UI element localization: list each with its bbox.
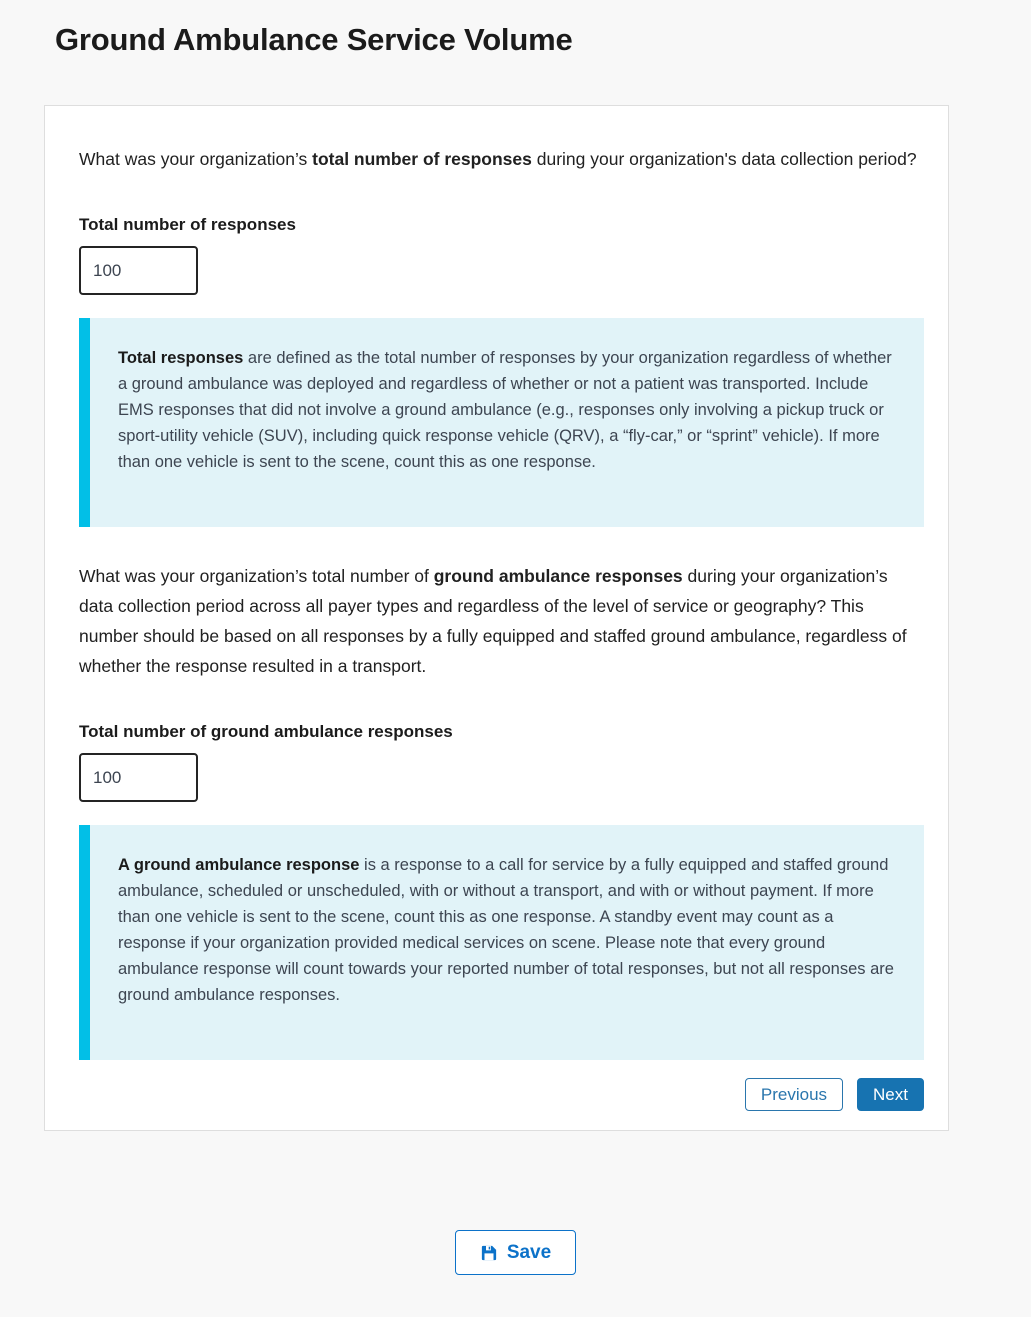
info-box-ground-ambulance-response [79, 825, 924, 1060]
save-button-container [0, 1230, 1031, 1297]
question-text-bold: total number of responses [312, 149, 532, 169]
previous-button[interactable]: Previous [745, 1078, 843, 1111]
question-total-responses [79, 144, 922, 174]
ground-ambulance-responses-input[interactable] [79, 753, 198, 802]
question-ground-ambulance-responses [79, 561, 922, 681]
save-button-label: Save [506, 1241, 552, 1263]
info-box-total-responses [79, 318, 924, 527]
info-definition-text: is a response to a call for service by a fully equipped and staffed ground ambulance, scheduled or unscheduled, with or without a transport, and with or without payment. If more than one vehicle is sent to the scene, count this as one response. A standby event may count as a response if your organization provided medical services on scene. Please note that every ground ambulance response will count towards your reported number of total responses, but not all responses are ground ambulance responses. [118, 856, 894, 1004]
info-term-bold: Total responses [118, 349, 244, 367]
pagination-button-row [79, 1078, 924, 1111]
form-card [44, 105, 949, 1131]
next-button[interactable]: Next [857, 1078, 924, 1111]
info-term-bold: A ground ambulance response [118, 856, 360, 874]
page-title: Ground Ambulance Service Volume [55, 22, 573, 57]
label-total-responses: Total number of responses [79, 215, 296, 234]
question-text-post: during your organization's data collection period? [531, 149, 917, 169]
question-text-pre: What was your organization’s [79, 149, 313, 169]
save-button[interactable] [455, 1230, 576, 1275]
question-text-pre: What was your organization’s total number of [79, 566, 434, 586]
question-text-bold: ground ambulance responses [433, 566, 683, 586]
question-text-post: during your organization’s data collection period across all payer types and regardless of the level of service or geography? This number should be based on all responses by a fully equipped and staffed ground ambulance, regardless of whether the response resulted in a transport. [79, 566, 907, 676]
total-responses-input[interactable] [79, 246, 198, 295]
info-definition-text: are defined as the total number of responses by your organization regardless of whether a ground ambulance was deployed and regardless of whether or not a patient was transported. Include EMS responses that did not involve a ground ambulance (e.g., responses only involving a pickup truck or sport-utility vehicle (SUV), including quick response vehicle (QRV), a “fly-car,” or “sprint” vehicle). If more than one vehicle is sent to the scene, count this as one response. [118, 349, 892, 471]
floppy-disk-icon [480, 1244, 498, 1262]
label-ground-ambulance-responses: Total number of ground ambulance responses [79, 722, 453, 741]
